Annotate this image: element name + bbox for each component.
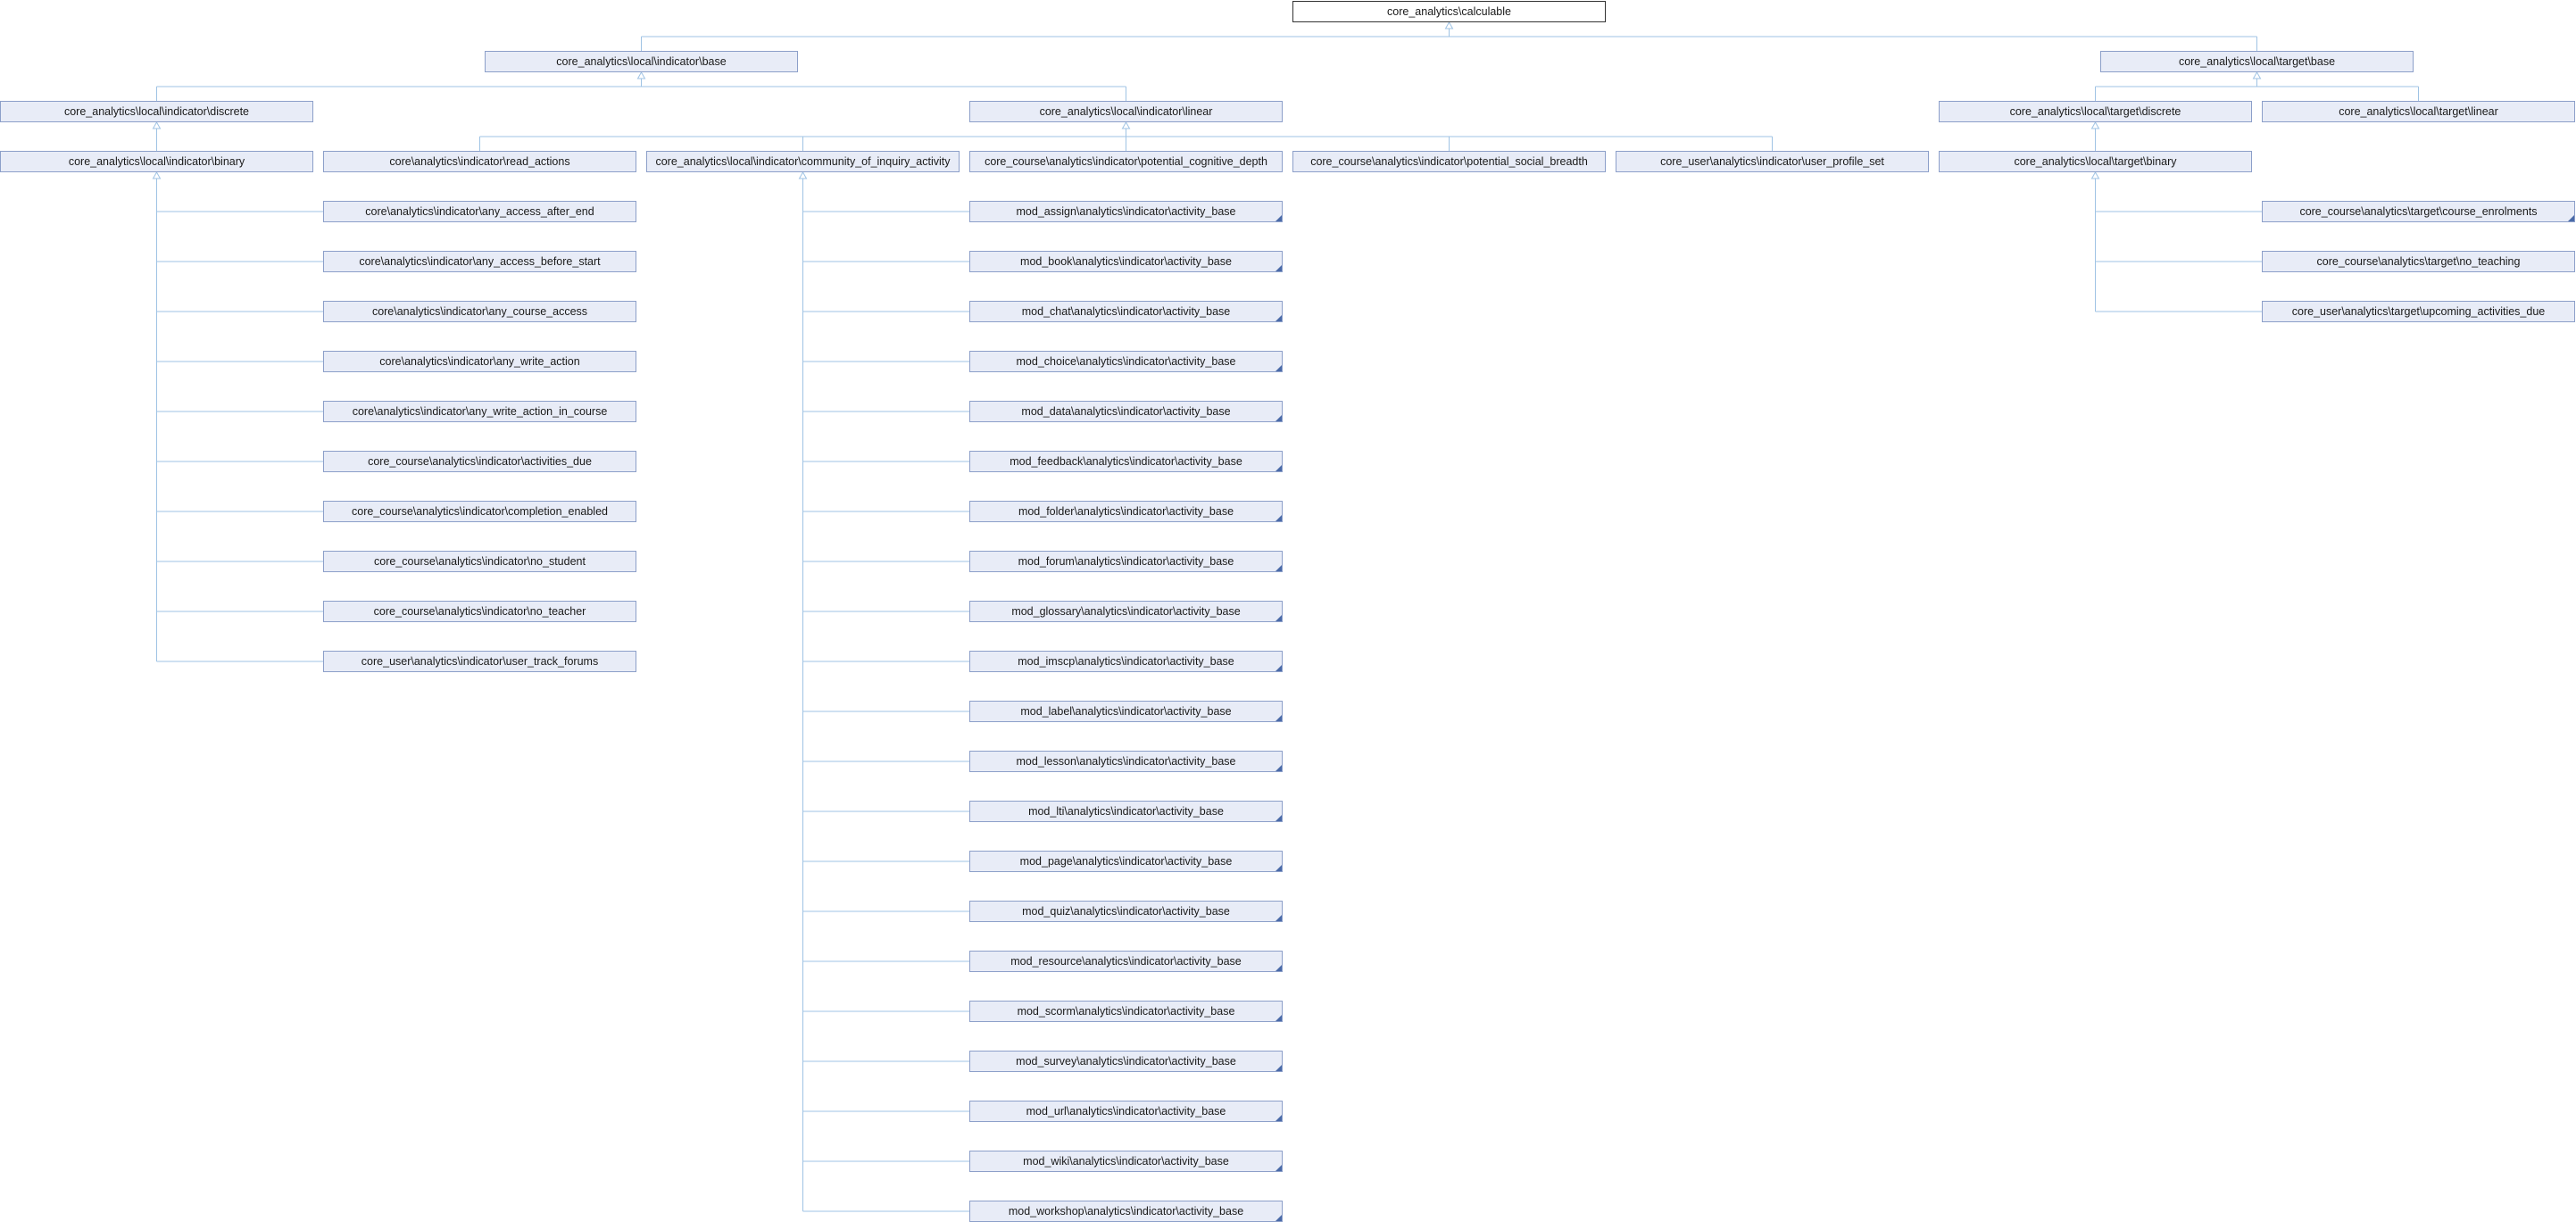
class-label: mod_data\analytics\indicator\activity_base [1021,405,1231,418]
class-node-activity-child-16[interactable] [969,1001,1283,1022]
class-node-activity-child-7[interactable] [969,551,1283,572]
class-node-activity-child-9[interactable] [969,651,1283,672]
class-label: mod_choice\analytics\indicator\activity_base [1016,355,1236,368]
class-label: core_analytics\local\indicator\discrete [63,105,250,118]
class-node-binary-child-5[interactable] [323,451,636,472]
inheritance-arrowhead [2092,122,2099,129]
class-node-binary-child-6[interactable] [323,501,636,522]
more-subclasses-marker-icon [1276,765,1282,771]
class-node-binary-child-0[interactable] [323,201,636,222]
class-label: core_course\analytics\indicator\no_student [374,555,586,568]
class-label: mod_quiz\analytics\indicator\activity_base [1022,905,1230,918]
more-subclasses-marker-icon [1276,215,1282,221]
class-label: core\analytics\indicator\any_write_action [379,355,580,368]
inheritance-arrowhead [638,72,645,79]
class-label: core_analytics\local\target\base [2178,55,2336,68]
inheritance-arrowhead [2254,72,2261,79]
class-node-activity-child-18[interactable] [969,1101,1283,1122]
class-label: core_course\analytics\indicator\completion_enabled [352,505,608,518]
class-label: core\analytics\indicator\any_access_before_start [359,255,601,268]
more-subclasses-marker-icon [1276,965,1282,971]
class-label: core_analytics\calculable [1387,5,1511,18]
more-subclasses-marker-icon [1276,665,1282,671]
class-node-tgt-linear[interactable] [2262,101,2575,122]
class-label: core_analytics\local\indicator\binary [68,155,245,168]
more-subclasses-marker-icon [1276,1165,1282,1171]
class-label: core_course\analytics\target\course_enrolments [2299,205,2538,218]
more-subclasses-marker-icon [1276,315,1282,321]
more-subclasses-marker-icon [1276,815,1282,821]
more-subclasses-marker-icon [1276,915,1282,921]
class-label: core_user\analytics\target\upcoming_activities_due [2291,305,2546,318]
class-label: mod_page\analytics\indicator\activity_base [1019,855,1233,868]
more-subclasses-marker-icon [1276,1215,1282,1221]
class-node-binary-child-9[interactable] [323,651,636,672]
more-subclasses-marker-icon [1276,465,1282,471]
class-label: mod_wiki\analytics\indicator\activity_base [1023,1155,1229,1168]
class-label: mod_lti\analytics\indicator\activity_base [1028,805,1224,818]
class-label: core_course\analytics\indicator\potential_cognitive_depth [985,155,1267,168]
class-node-tgt-base[interactable] [2100,51,2414,72]
class-label: core_course\analytics\indicator\no_teacher [373,605,586,618]
class-label: core_analytics\local\target\discrete [2009,105,2181,118]
class-node-ind-base[interactable] [485,51,798,72]
more-subclasses-marker-icon [1276,415,1282,421]
class-node-ind-binary[interactable] [0,151,313,172]
inheritance-arrowhead [800,172,807,179]
class-node-tgt-discrete[interactable] [1939,101,2252,122]
more-subclasses-marker-icon [1276,1115,1282,1121]
class-label: mod_url\analytics\indicator\activity_base [1026,1105,1226,1118]
class-label: mod_book\analytics\indicator\activity_base [1020,255,1232,268]
class-label: core\analytics\indicator\read_actions [389,155,570,168]
class-label: core_analytics\local\target\binary [2014,155,2177,168]
class-label: mod_survey\analytics\indicator\activity_base [1016,1055,1236,1068]
class-node-target-child-0[interactable] [2262,201,2575,222]
class-node-activity-child-10[interactable] [969,701,1283,722]
class-node-binary-child-7[interactable] [323,551,636,572]
class-node-activity-child-1[interactable] [969,251,1283,272]
more-subclasses-marker-icon [1276,865,1282,871]
class-node-activity-child-20[interactable] [969,1201,1283,1222]
class-node-activity-child-8[interactable] [969,601,1283,622]
class-node-user-profile-set[interactable] [1616,151,1929,172]
class-label: mod_assign\analytics\indicator\activity_base [1016,205,1236,218]
class-label: mod_resource\analytics\indicator\activity_base [1010,955,1242,968]
class-label: core_analytics\local\indicator\community_of_inquiry_activity [655,155,951,168]
inheritance-arrowhead [1446,22,1453,29]
class-node-ind-discrete[interactable] [0,101,313,122]
class-node-read-actions[interactable] [323,151,636,172]
class-label: mod_chat\analytics\indicator\activity_base [1021,305,1231,318]
class-label: core_analytics\local\target\linear [2339,105,2498,118]
class-node-activity-child-19[interactable] [969,1151,1283,1172]
class-label: mod_label\analytics\indicator\activity_base [1020,705,1232,718]
class-node-activity-child-3[interactable] [969,351,1283,372]
class-label: core\analytics\indicator\any_write_action_in_course [352,405,608,418]
class-label: mod_scorm\analytics\indicator\activity_base [1017,1005,1235,1018]
class-label: core_user\analytics\indicator\user_track_forums [361,655,599,668]
class-node-binary-child-1[interactable] [323,251,636,272]
class-node-target-child-1[interactable] [2262,251,2575,272]
class-node-activity-child-13[interactable] [969,851,1283,872]
more-subclasses-marker-icon [1276,365,1282,371]
more-subclasses-marker-icon [1276,1015,1282,1021]
class-node-activity-child-11[interactable] [969,751,1283,772]
class-node-target-child-2[interactable] [2262,301,2575,322]
more-subclasses-marker-icon [1276,265,1282,271]
class-node-activity-child-12[interactable] [969,801,1283,822]
inheritance-arrowhead [154,122,161,129]
class-label: mod_imscp\analytics\indicator\activity_base [1018,655,1234,668]
class-node-activity-child-4[interactable] [969,401,1283,422]
class-label: core_course\analytics\target\no_teaching [2316,255,2521,268]
class-node-activity-child-6[interactable] [969,501,1283,522]
inheritance-arrowhead [2092,172,2099,179]
class-label: mod_lesson\analytics\indicator\activity_base [1016,755,1236,768]
inheritance-arrowhead [1123,122,1130,129]
more-subclasses-marker-icon [1276,715,1282,721]
more-subclasses-marker-icon [1276,565,1282,571]
class-label: core\analytics\indicator\any_course_access [371,305,588,318]
class-node-coi-activity[interactable] [646,151,960,172]
class-node-activity-child-17[interactable] [969,1051,1283,1072]
class-node-ind-linear[interactable] [969,101,1283,122]
class-label: mod_forum\analytics\indicator\activity_base [1018,555,1234,568]
class-label: core_analytics\local\indicator\base [556,55,727,68]
class-node-calculable[interactable] [1292,1,1606,22]
class-label: core_user\analytics\indicator\user_profile_set [1660,155,1884,168]
class-node-pot-cognitive[interactable] [969,151,1283,172]
class-node-activity-child-14[interactable] [969,901,1283,922]
class-node-binary-child-3[interactable] [323,351,636,372]
class-label: mod_workshop\analytics\indicator\activity_base [1008,1205,1244,1218]
more-subclasses-marker-icon [1276,515,1282,521]
class-label: core\analytics\indicator\any_access_after_end [365,205,594,218]
class-label: core_analytics\local\indicator\linear [1039,105,1213,118]
more-subclasses-marker-icon [2568,215,2574,221]
class-node-binary-child-4[interactable] [323,401,636,422]
inheritance-arrowhead [154,172,161,179]
more-subclasses-marker-icon [1276,1065,1282,1071]
class-label: mod_glossary\analytics\indicator\activity_base [1011,605,1241,618]
class-node-pot-social[interactable] [1292,151,1606,172]
class-node-activity-child-5[interactable] [969,451,1283,472]
class-label: core_course\analytics\indicator\activities_due [368,455,592,468]
class-node-binary-child-2[interactable] [323,301,636,322]
class-node-tgt-binary[interactable] [1939,151,2252,172]
class-node-activity-child-15[interactable] [969,951,1283,972]
class-node-activity-child-0[interactable] [969,201,1283,222]
class-label: mod_folder\analytics\indicator\activity_base [1018,505,1234,518]
class-label: mod_feedback\analytics\indicator\activity_base [1010,455,1242,468]
class-node-activity-child-2[interactable] [969,301,1283,322]
class-label: core_course\analytics\indicator\potential_social_breadth [1310,155,1588,168]
class-node-binary-child-8[interactable] [323,601,636,622]
more-subclasses-marker-icon [1276,615,1282,621]
